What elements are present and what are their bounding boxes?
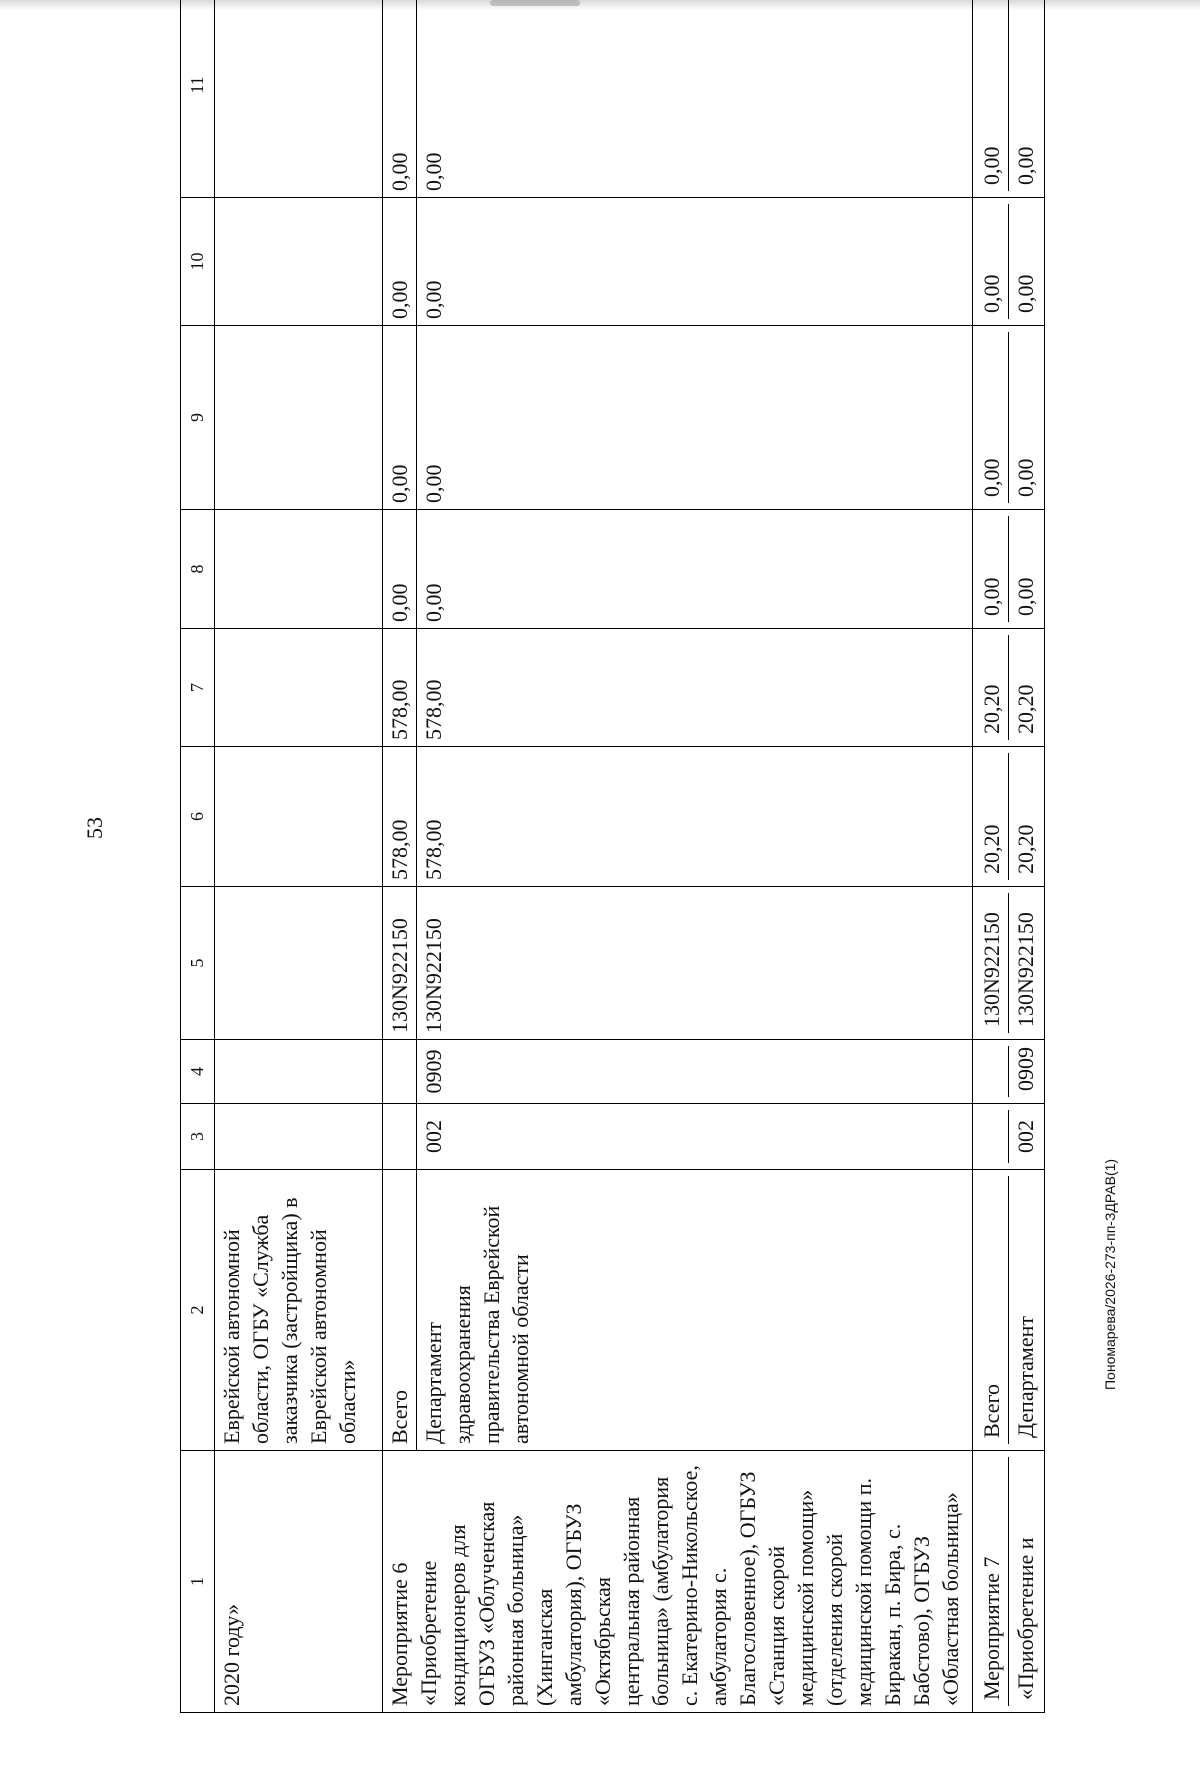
measure-7-dept-c11: 0,00: [1013, 146, 1038, 185]
page-number: 53: [82, 817, 107, 839]
col-header-2: 2: [181, 1170, 215, 1451]
measure-6-total-c11: 0,00: [383, 0, 417, 198]
measure-6-total-c6: 578,00: [383, 747, 417, 887]
table-row: [383, 0, 417, 1713]
budget-table: [180, 0, 1045, 1713]
row1-measure: 2020 году»: [215, 1451, 383, 1713]
measure-6-dept-c5: 130N922150: [417, 887, 973, 1040]
col-header-5: 5: [181, 887, 215, 1040]
measure-6-dept-label: Департамент здравоохранения правительства Еврейской автономной области: [417, 1170, 973, 1451]
column-numbers-row: [181, 0, 215, 1713]
table-row: [215, 0, 383, 1713]
measure-7-dept-c10: 0,00: [1013, 274, 1038, 313]
document-code: Пономарева/2026-273-пп-ЗДРАВ(1): [1102, 1158, 1118, 1390]
measure-6-dept-c8: 0,00: [417, 510, 973, 629]
row1-executor: Еврейской автономной области, ОГБУ «Служба заказчика (застройщика) в Еврейской автономной области»: [215, 1170, 383, 1451]
measure-7-total-c4: [975, 1046, 1009, 1097]
col-header-8: 8: [181, 510, 215, 629]
rotated-page: [180, 0, 1200, 1773]
col-header-3: 3: [181, 1104, 215, 1170]
measure-6-dept-c9: 0,00: [417, 326, 973, 510]
measure-7-total-c8: 0,00: [975, 516, 1009, 622]
measure-6-total-c3: [383, 1104, 417, 1170]
col-header-10: 10: [181, 198, 215, 326]
measure-6-dept-c11: 0,00: [417, 0, 973, 198]
measure-6-total-c8: 0,00: [383, 510, 417, 629]
col-header-6: 6: [181, 747, 215, 887]
measure-6-total-c7: 578,00: [383, 629, 417, 747]
col-header-7: 7: [181, 629, 215, 747]
measure-7-dept-c7: 20,20: [1013, 684, 1038, 734]
measure-7-total-c11: 0,00: [975, 0, 1009, 191]
measure-7-dept-c3: 002: [1013, 1120, 1038, 1153]
measure-6-total-label: Всего: [383, 1170, 417, 1451]
measure-7-total-c6: 20,20: [975, 753, 1009, 880]
measure-7-total-c5: 130N922150: [975, 893, 1009, 1033]
measure-6-dept-c3: 002: [417, 1104, 973, 1170]
measure-7-dept-c5: 130N922150: [1013, 912, 1038, 1027]
measure-6-dept-c6: 578,00: [417, 747, 973, 887]
measure-6-dept-c7: 578,00: [417, 629, 973, 747]
measure-7-dept-label: Департамент: [1013, 1315, 1038, 1438]
measure-7-subtitle: «Приобретение и: [1013, 1537, 1038, 1700]
measure-7-total-c9: 0,00: [975, 332, 1009, 503]
measure-7-total-c7: 20,20: [975, 635, 1009, 740]
measure-7-dept-c6: 20,20: [1013, 824, 1038, 874]
measure-6-dept-c10: 0,00: [417, 198, 973, 326]
col-header-4: 4: [181, 1040, 215, 1104]
measure-7-dept-c4: 0909: [1013, 1047, 1038, 1091]
measure-6-total-c9: 0,00: [383, 326, 417, 510]
measure-6-dept-c4: 0909: [417, 1040, 973, 1104]
measure-7-title: Мероприятие 7: [975, 1457, 1009, 1706]
measure-7-total-c10: 0,00: [975, 204, 1009, 319]
col-header-11: 11: [181, 0, 215, 198]
measure-6-total-c5: 130N922150: [383, 887, 417, 1040]
measure-6-total-c10: 0,00: [383, 198, 417, 326]
col-header-9: 9: [181, 326, 215, 510]
measure-7-total-label: Всего: [975, 1176, 1009, 1444]
measure-7-total-c3: [975, 1110, 1009, 1163]
col-header-1: 1: [181, 1451, 215, 1713]
table-row: [973, 0, 1045, 1713]
measure-7-dept-c8: 0,00: [1013, 577, 1038, 616]
measure-7-name: [973, 1451, 1045, 1713]
measure-6-total-c4: [383, 1040, 417, 1104]
measure-6-name: Мероприятие 6 «Приобретение кондиционеров для ОГБУЗ «Облученская районная больница» (Хинганская амбулатория), ОГБУЗ «Октябрьская центральная районная больница» (амбулатория с. Екатерино-Никольское, амбулатория с. Благословенное), ОГБУЗ «Станция скорой медицинской помощи» (отделения скорой медицинской помощи п. Биракан, п. Бира, с. Бабстово), ОГБУЗ «Областная больница»: [383, 1451, 973, 1713]
measure-7-dept-c9: 0,00: [1013, 458, 1038, 497]
table-sheet: [180, 0, 1045, 1713]
